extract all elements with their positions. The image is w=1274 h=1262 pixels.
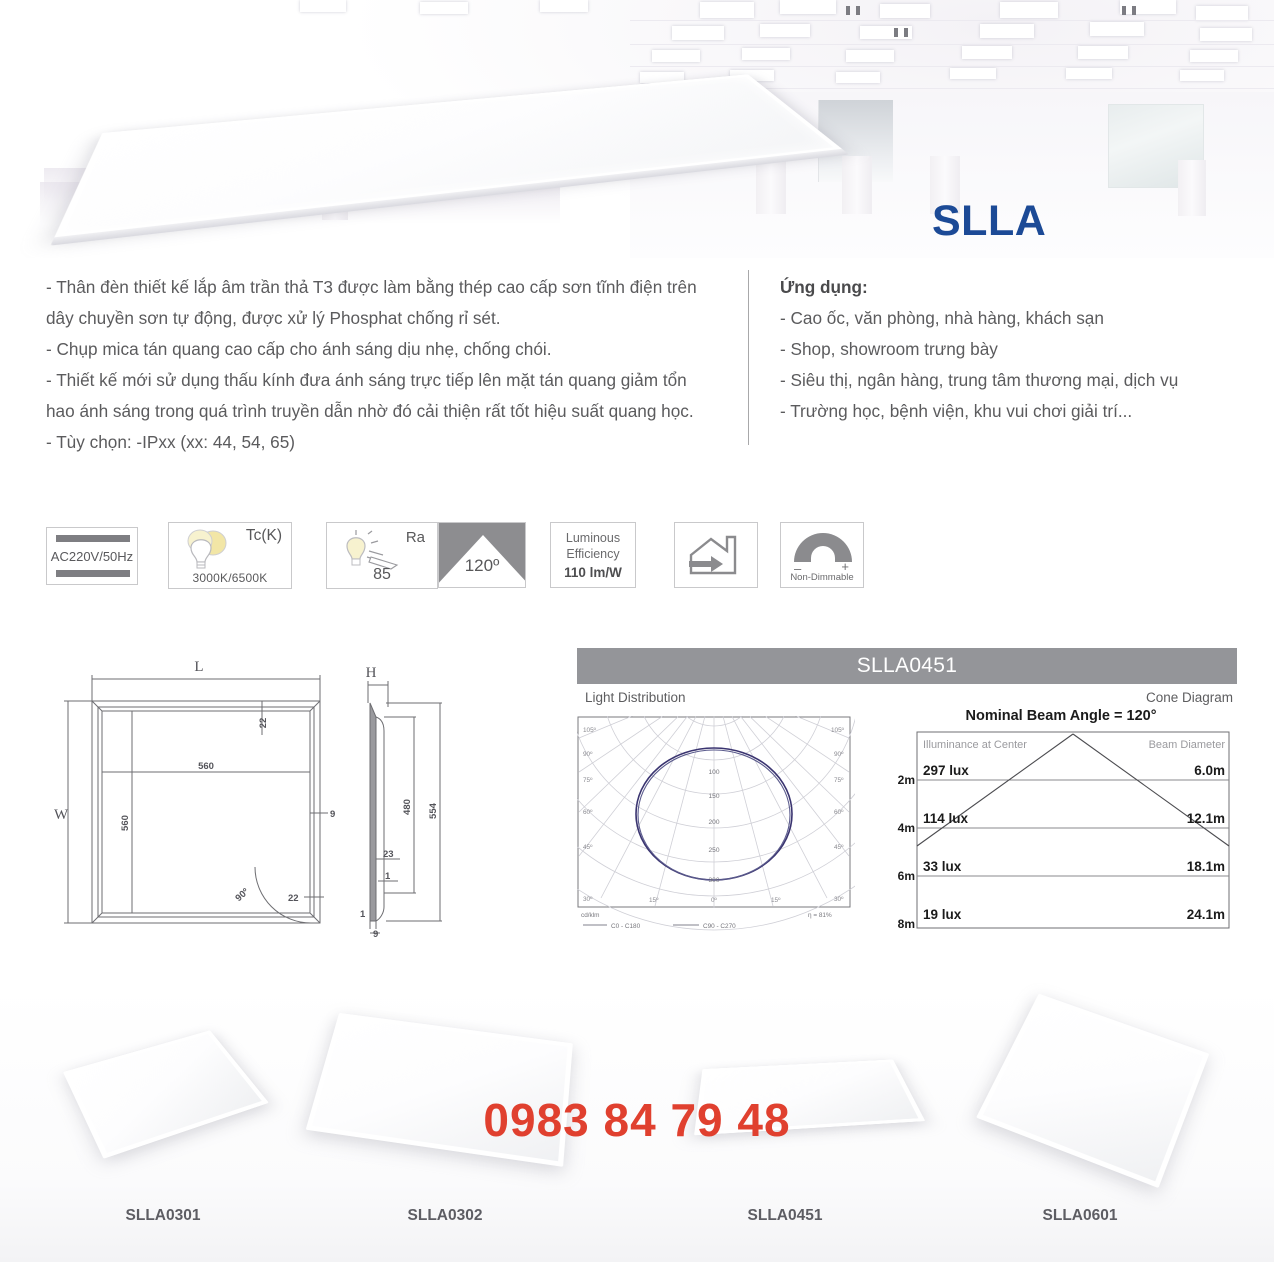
ceiling-detector-icon <box>894 28 898 37</box>
description-line: - Tùy chọn: -IPxx (xx: 44, 54, 65) <box>46 432 296 452</box>
cone-beam-diameter-4m: 12.1m <box>1186 811 1225 826</box>
badge-cri <box>326 522 438 589</box>
ceiling-light-tile <box>780 0 836 14</box>
polar-angle-right-90: 90º <box>834 751 844 758</box>
cone-diagram-title: Nominal Beam Angle = 120° <box>965 708 1157 724</box>
dim-22-top: 22 <box>258 717 269 729</box>
applications-list <box>780 272 1230 427</box>
dimension-drawing-svg <box>40 645 460 945</box>
dim-560-vertical: 560 <box>120 815 131 831</box>
ceiling-detector-icon <box>856 6 860 15</box>
column-divider <box>748 270 749 445</box>
application-item: - Shop, showroom trưng bày <box>780 339 998 359</box>
ceiling-light-tile <box>760 24 810 37</box>
badge-color-temperature <box>168 522 292 589</box>
ceiling-light-tile <box>700 2 754 18</box>
ceiling-light-tile <box>950 68 996 79</box>
beam-angle-value: 120º <box>464 556 500 575</box>
ceiling-light-tile <box>1078 46 1128 59</box>
ceiling-light-tile <box>672 26 724 40</box>
polar-angle-bottom-15r: 15º <box>771 897 781 904</box>
dimmer-arc-icon <box>794 533 852 562</box>
polar-radial-150: 150 <box>708 793 720 800</box>
polar-angle-left-90: 90º <box>583 751 593 758</box>
badge-voltage <box>46 527 138 585</box>
cone-illuminance-8m: 19 lux <box>923 907 962 922</box>
polar-angle-left-75: 75º <box>583 777 593 784</box>
polar-light-distribution-chart <box>577 716 855 934</box>
polar-angle-left-30: 30º <box>583 896 593 903</box>
polar-angle-bottom-15l: 15º <box>649 897 659 904</box>
efficiency-line1: Luminous <box>565 531 621 545</box>
dim-9-side: 9 <box>373 929 379 940</box>
technical-drawing <box>40 645 460 945</box>
application-item: - Cao ốc, văn phòng, nhà hàng, khách sạn <box>780 308 1104 328</box>
ceiling-light-tile <box>742 48 790 60</box>
cri-title: Ra <box>405 529 425 546</box>
ceiling-light-tile <box>420 2 468 14</box>
ceiling-light-tile <box>880 4 930 18</box>
ceiling-light-tile <box>962 46 1012 59</box>
polar-angle-bottom-0: 0º <box>711 897 717 904</box>
voltage-bar-icon <box>56 535 130 542</box>
dim-22-bottom: 22 <box>288 893 299 904</box>
cct-title: Tc(K) <box>245 527 282 544</box>
description-section <box>0 262 1274 482</box>
cone-diagram-chart <box>885 708 1237 940</box>
badge-indoor-use <box>674 522 758 588</box>
polar-chart-svg <box>577 716 855 934</box>
ceiling-detector-icon <box>846 6 850 15</box>
ceiling-grid-line <box>630 20 1274 21</box>
dim-554: 554 <box>428 803 439 819</box>
polar-angle-left-45: 45º <box>583 844 593 851</box>
ceiling-light-tile <box>1200 28 1252 41</box>
description-line: - Chụp mica tán quang cao cấp cho ánh sáng dịu nhẹ, chống chói. <box>46 339 552 359</box>
ceiling-light-tile <box>1120 0 1176 14</box>
polar-angle-left-105: 105º <box>583 727 596 734</box>
polar-unit-label: cd/klm <box>581 912 600 919</box>
cone-distance-4m: 4m <box>897 821 915 835</box>
cone-header-beam-diameter: Beam Diameter <box>1148 739 1225 751</box>
cone-distance-6m: 6m <box>897 869 915 883</box>
ceiling-light-tile <box>1090 22 1144 36</box>
dim-label-W: W <box>54 807 69 823</box>
ceiling-grid-line <box>630 66 1274 67</box>
ceiling-detector-icon <box>1132 6 1136 15</box>
ceiling-light-tile <box>652 50 700 62</box>
application-item: - Trường học, bệnh viện, khu vui chơi giải trí... <box>780 401 1133 421</box>
efficiency-value: 110 lm/W <box>564 565 622 580</box>
product-label: SLLA0302 <box>407 1207 483 1224</box>
polar-efficiency: η = 81% <box>808 912 832 919</box>
polar-legend-c90: C90 - C270 <box>703 923 736 930</box>
spec-badges-row <box>46 522 1226 604</box>
ceiling-detector-icon <box>904 28 908 37</box>
ceiling-light-tile <box>540 0 588 12</box>
ceiling-light-tile <box>980 24 1034 38</box>
ceiling-light-tile <box>1190 50 1238 62</box>
cri-value: 85 <box>373 566 391 583</box>
cct-value: 3000K/6500K <box>192 571 268 585</box>
dim-label-H: H <box>365 665 377 681</box>
wall-pillar <box>842 156 872 214</box>
polar-legend-c0: C0 - C180 <box>611 923 641 930</box>
product-label: SLLA0451 <box>747 1207 823 1224</box>
polar-angle-right-75: 75º <box>834 777 844 784</box>
dimmer-minus-label: – <box>794 561 802 576</box>
polar-angle-left-60: 60º <box>583 809 593 816</box>
badge-dimming <box>780 522 864 588</box>
description-line: - Thân đèn thiết kế lắp âm trần thả T3 được làm bằng thép cao cấp sơn tĩnh điện trên dây chuyền sơn tự động, được xử lý Phosphat chống rỉ sét. <box>46 277 697 328</box>
polar-radial-100: 100 <box>708 769 720 776</box>
photometry-model-header: SLLA0451 <box>577 648 1237 684</box>
voltage-label: AC220V/50Hz <box>50 549 134 564</box>
voltage-bar-icon <box>56 570 130 577</box>
description-line: - Thiết kế mới sử dụng thấu kính đưa ánh sáng trực tiếp lên mặt tán quang giảm tổn hao ánh sáng trong quá trình truyền dẫn nhờ đó cải thiện rất tốt hiệu suất quang học. <box>46 370 694 421</box>
polar-angle-right-45: 45º <box>834 844 844 851</box>
ceiling-light-tile <box>1180 70 1224 81</box>
dim-label-L: L <box>194 659 204 675</box>
house-with-arrow-icon <box>685 531 749 579</box>
dim-1b: 1 <box>360 909 366 920</box>
ceiling-light-tile <box>1196 6 1248 20</box>
dim-1: 1 <box>385 871 391 882</box>
contact-phone-overlay: 0983 84 79 48 <box>483 1094 791 1146</box>
efficiency-line2: Efficiency <box>566 547 620 561</box>
application-item: - Siêu thị, ngân hàng, trung tâm thương mại, dịch vụ <box>780 370 1179 390</box>
product-description <box>46 272 718 458</box>
cone-beam-diameter-8m: 24.1m <box>1186 907 1225 922</box>
cone-beam-diameter-6m: 18.1m <box>1186 859 1225 874</box>
cone-distance-8m: 8m <box>897 917 915 931</box>
cone-illuminance-4m: 114 lux <box>923 811 969 826</box>
ceiling-light-tile <box>300 0 346 12</box>
badge-luminous-efficiency <box>550 522 636 588</box>
bulb-icon <box>177 529 239 575</box>
polar-angle-right-60: 60º <box>834 809 844 816</box>
dim-480: 480 <box>402 799 413 815</box>
cone-diagram-label: Cone Diagram <box>1145 690 1233 705</box>
ceiling-detector-icon <box>1122 6 1126 15</box>
ceiling-grid-line <box>630 44 1274 45</box>
polar-radial-300: 300 <box>708 877 720 884</box>
photometry-panel <box>577 648 1237 948</box>
dim-560-horizontal: 560 <box>198 761 214 772</box>
product-label: SLLA0301 <box>125 1207 201 1224</box>
polar-radial-200: 200 <box>708 819 720 826</box>
cone-illuminance-6m: 33 lux <box>923 859 962 874</box>
ceiling-light-tile <box>1066 68 1112 79</box>
polar-angle-right-30: 30º <box>834 896 844 903</box>
dim-angle-90: 90º <box>233 886 252 904</box>
cone-illuminance-2m: 297 lux <box>923 763 969 778</box>
product-label: SLLA0601 <box>1042 1207 1118 1224</box>
cone-distance-2m: 2m <box>897 773 915 787</box>
light-distribution-label: Light Distribution <box>585 690 686 705</box>
brand-logo: SLLA <box>932 197 1047 245</box>
dim-9-right: 9 <box>330 809 336 820</box>
ceiling-light-tile <box>836 72 880 83</box>
wall-pillar <box>1178 160 1206 216</box>
cone-header-illuminance: Illuminance at Center <box>923 739 1027 751</box>
polar-angle-right-105: 105º <box>831 727 844 734</box>
polar-radial-250: 250 <box>708 847 720 854</box>
cone-beam-diameter-2m: 6.0m <box>1194 763 1225 778</box>
badge-beam-angle <box>438 522 526 588</box>
dimming-label: Non-Dimmable <box>790 572 854 583</box>
hero-banner <box>0 0 1274 258</box>
product-photo <box>976 994 1209 1188</box>
applications-title: Ứng dụng: <box>780 277 868 297</box>
dimmer-plus-label: + <box>841 559 849 574</box>
cone-diagram-svg <box>885 726 1237 942</box>
ceiling-light-tile <box>1000 2 1058 18</box>
wall-pillar <box>756 156 786 214</box>
ceiling-light-tile <box>846 50 894 62</box>
dim-23: 23 <box>383 849 394 860</box>
